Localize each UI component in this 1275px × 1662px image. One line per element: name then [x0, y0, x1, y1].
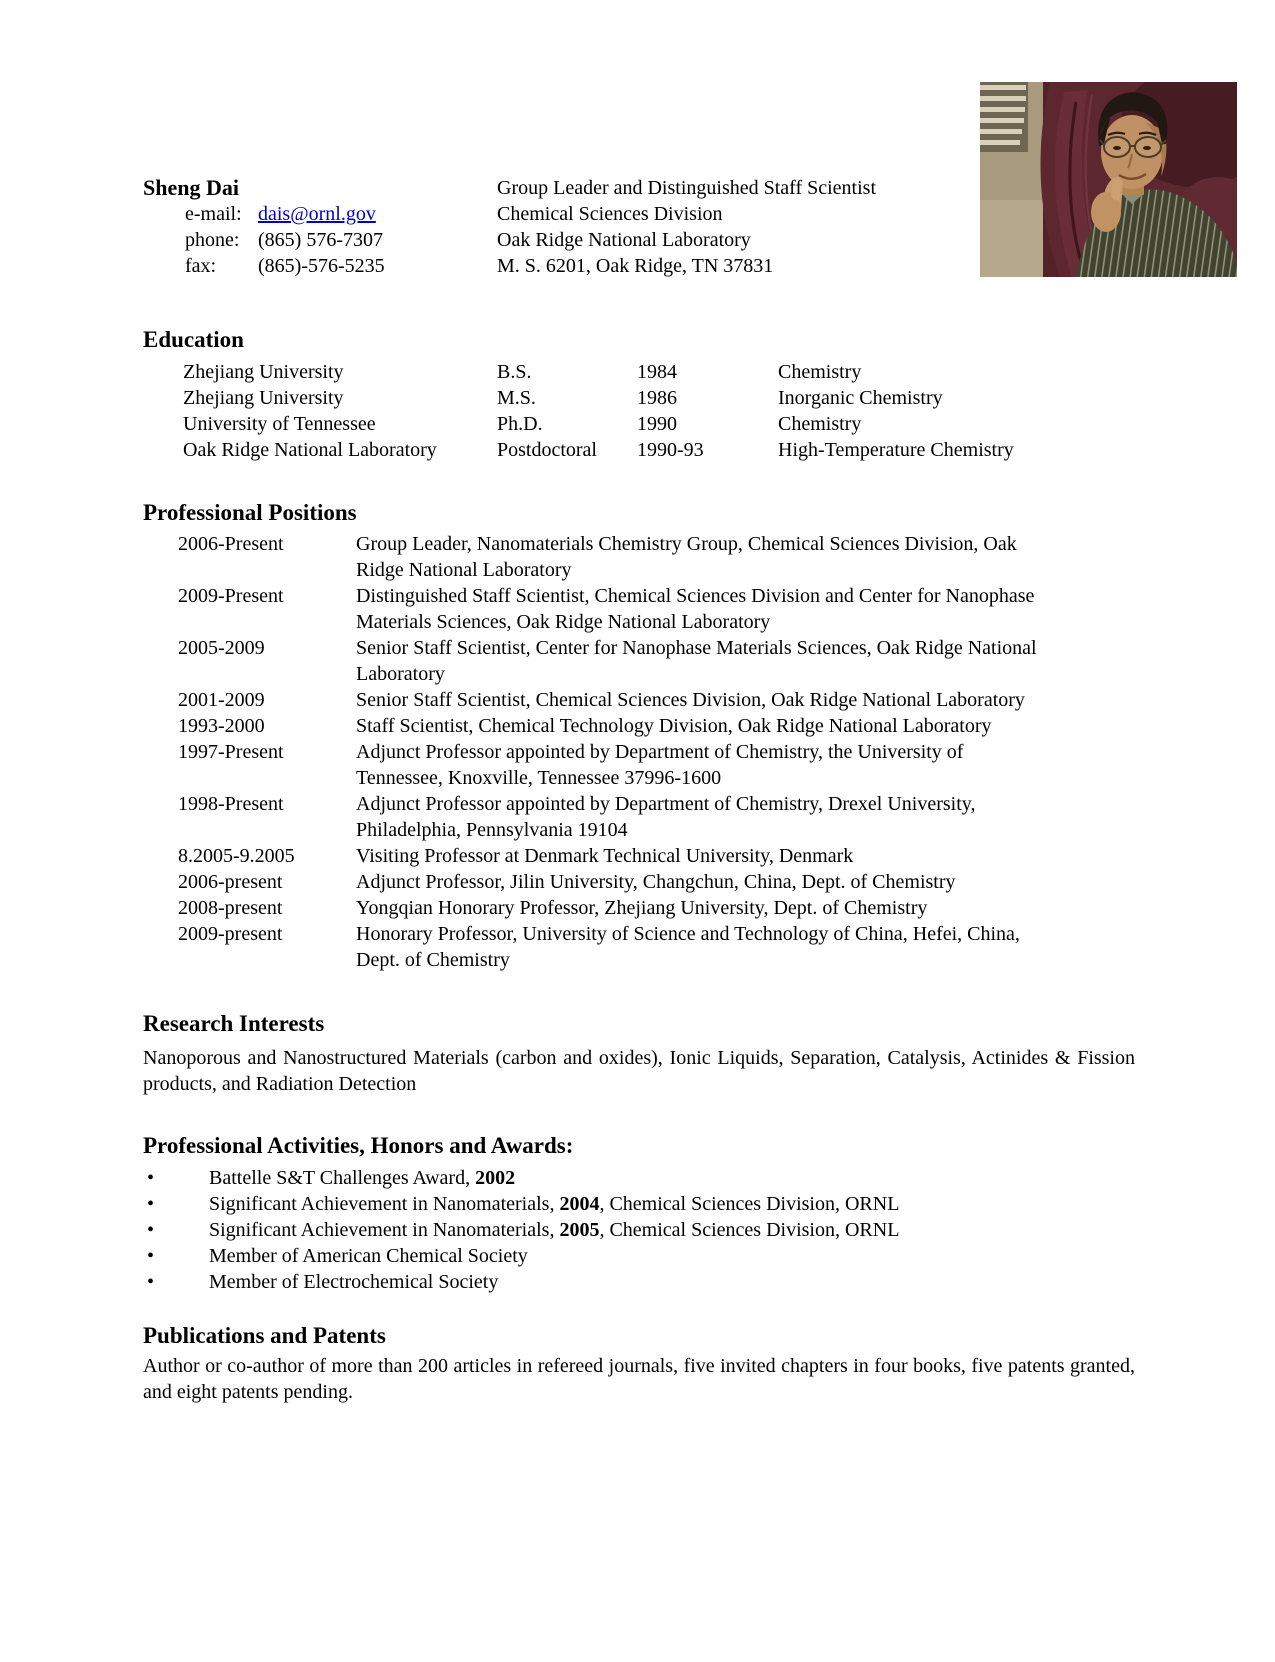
position-description: Distinguished Staff Scientist, Chemical Sciences Division and Center for Nanophase Materials Sciences, Oak Ridge National Laboratory	[356, 585, 1035, 633]
fax-value: (865)-576-5235	[258, 255, 385, 277]
education-institution: Zhejiang University	[183, 387, 344, 409]
activity-item	[143, 1191, 1135, 1217]
position-description: Honorary Professor, University of Science and Technology of China, Hefei, China, Dept. of Chemistry	[356, 923, 1020, 971]
organization: Oak Ridge National Laboratory	[497, 229, 751, 251]
activity-text-pre: Member of American Chemical Society	[209, 1245, 528, 1267]
education-row	[183, 385, 1135, 411]
publications-text: Author or co-author of more than 200 articles in refereed journals, five invited chapters in four books, five patents granted, and eight patents pending.	[143, 1355, 1135, 1403]
bullet-icon: •	[147, 1271, 155, 1293]
publications-heading: Publications and Patents	[143, 1323, 386, 1348]
position-row	[143, 739, 1135, 791]
activity-item	[143, 1217, 1135, 1243]
education-year: 1984	[637, 361, 677, 383]
position-row	[143, 921, 1135, 973]
position-description: Senior Staff Scientist, Center for Nanophase Materials Sciences, Oak Ridge National Laboratory	[356, 637, 1037, 685]
position-period: 2009-Present	[178, 585, 284, 607]
activity-item	[143, 1243, 1135, 1269]
bullet-icon: •	[147, 1245, 155, 1267]
fax-row	[185, 253, 497, 279]
position-description: Visiting Professor at Denmark Technical University, Denmark	[356, 845, 854, 867]
education-year: 1986	[637, 387, 677, 409]
position-row	[143, 869, 1135, 895]
person-name: Sheng Dai	[143, 175, 239, 200]
bullet-icon: •	[147, 1219, 155, 1241]
research-interests-text: Nanoporous and Nanostructured Materials (carbon and oxides), Ionic Liquids, Separation, Catalysis, Actinides & Fission products, and Radiation Detection	[143, 1047, 1135, 1095]
education-field: Chemistry	[778, 413, 862, 435]
education-year: 1990	[637, 413, 677, 435]
position-description: Adjunct Professor, Jilin University, Changchun, China, Dept. of Chemistry	[356, 871, 956, 893]
position-period: 2008-present	[178, 897, 283, 919]
education-row	[183, 411, 1135, 437]
research-interests-heading: Research Interests	[143, 1011, 325, 1036]
bullet-icon: •	[147, 1167, 155, 1189]
email-link[interactable]: dais@ornl.gov	[258, 203, 376, 225]
position-period: 2005-2009	[178, 637, 265, 659]
position-description: Staff Scientist, Chemical Technology Division, Oak Ridge National Laboratory	[356, 715, 992, 737]
identity-block	[143, 175, 497, 279]
position-row	[143, 531, 1135, 583]
education-field: Inorganic Chemistry	[778, 387, 943, 409]
education-table	[183, 359, 1135, 463]
activity-text-pre: Battelle S&T Challenges Award,	[209, 1167, 476, 1189]
document-content	[143, 0, 1135, 1405]
affiliation-block	[497, 175, 1135, 279]
position-period: 2009-present	[178, 923, 283, 945]
activity-text-pre: Significant Achievement in Nanomaterials,	[209, 1219, 560, 1241]
position-row	[143, 583, 1135, 635]
education-row	[183, 437, 1135, 463]
position-period: 8.2005-9.2005	[178, 845, 295, 867]
position-period: 2006-present	[178, 871, 283, 893]
position-description: Yongqian Honorary Professor, Zhejiang University, Dept. of Chemistry	[356, 897, 928, 919]
education-institution: Zhejiang University	[183, 361, 344, 383]
activity-text-post: , Chemical Sciences Division, ORNL	[599, 1219, 900, 1241]
email-label: e-mail:	[185, 203, 242, 225]
bullet-icon: •	[147, 1193, 155, 1215]
activity-text	[209, 1269, 498, 1295]
education-heading: Education	[143, 327, 244, 352]
position-description: Senior Staff Scientist, Chemical Sciences Division, Oak Ridge National Laboratory	[356, 689, 1025, 711]
activity-text-post: , Chemical Sciences Division, ORNL	[599, 1193, 900, 1215]
position-description: Group Leader, Nanomaterials Chemistry Group, Chemical Sciences Division, Oak Ridge National Laboratory	[356, 533, 1017, 581]
activity-text	[209, 1165, 515, 1191]
activity-text-bold-year: 2002	[475, 1167, 516, 1189]
education-year: 1990-93	[637, 439, 704, 461]
position-row	[143, 895, 1135, 921]
activity-text	[209, 1217, 899, 1243]
position-description: Adjunct Professor appointed by Department of Chemistry, Drexel University, Philadelphia, Pennsylvania 19104	[356, 793, 976, 841]
phone-label: phone:	[185, 229, 240, 251]
activity-text	[209, 1191, 899, 1217]
position-period: 1998-Present	[178, 793, 284, 815]
position-period: 1997-Present	[178, 741, 284, 763]
position-period: 2001-2009	[178, 689, 265, 711]
education-field: High-Temperature Chemistry	[778, 439, 1014, 461]
education-field: Chemistry	[778, 361, 862, 383]
activity-item	[143, 1165, 1135, 1191]
activities-list	[143, 1165, 1135, 1295]
positions-heading: Professional Positions	[143, 500, 357, 525]
phone-row	[185, 227, 497, 253]
position-row	[143, 843, 1135, 869]
activity-text	[209, 1243, 528, 1269]
education-institution: University of Tennessee	[183, 413, 376, 435]
activities-heading: Professional Activities, Honors and Awards:	[143, 1133, 574, 1158]
phone-value: (865) 576-7307	[258, 229, 383, 251]
activity-text-bold-year: 2004	[559, 1193, 600, 1215]
email-row	[185, 201, 497, 227]
education-degree: B.S.	[497, 361, 532, 383]
position-row	[143, 713, 1135, 739]
education-degree: M.S.	[497, 387, 536, 409]
position-period: 1993-2000	[178, 715, 265, 737]
positions-table	[143, 531, 1135, 973]
position-description: Adjunct Professor appointed by Department of Chemistry, the University of Tennessee, Knoxville, Tennessee 37996-1600	[356, 741, 964, 789]
education-row	[183, 359, 1135, 385]
fax-label: fax:	[185, 255, 217, 277]
header-block	[143, 175, 1135, 279]
position-row	[143, 791, 1135, 843]
position-row	[143, 687, 1135, 713]
position-period: 2006-Present	[178, 533, 284, 555]
education-degree: Ph.D.	[497, 413, 543, 435]
position-row	[143, 635, 1135, 687]
education-institution: Oak Ridge National Laboratory	[183, 439, 437, 461]
activity-text-bold-year: 2005	[559, 1219, 600, 1241]
education-degree: Postdoctoral	[497, 439, 597, 461]
activity-text-pre: Significant Achievement in Nanomaterials,	[209, 1193, 560, 1215]
division: Chemical Sciences Division	[497, 203, 723, 225]
activity-text-pre: Member of Electrochemical Society	[209, 1271, 499, 1293]
mailing-address: M. S. 6201, Oak Ridge, TN 37831	[497, 255, 774, 277]
activity-item	[143, 1269, 1135, 1295]
job-title: Group Leader and Distinguished Staff Scientist	[497, 177, 877, 199]
